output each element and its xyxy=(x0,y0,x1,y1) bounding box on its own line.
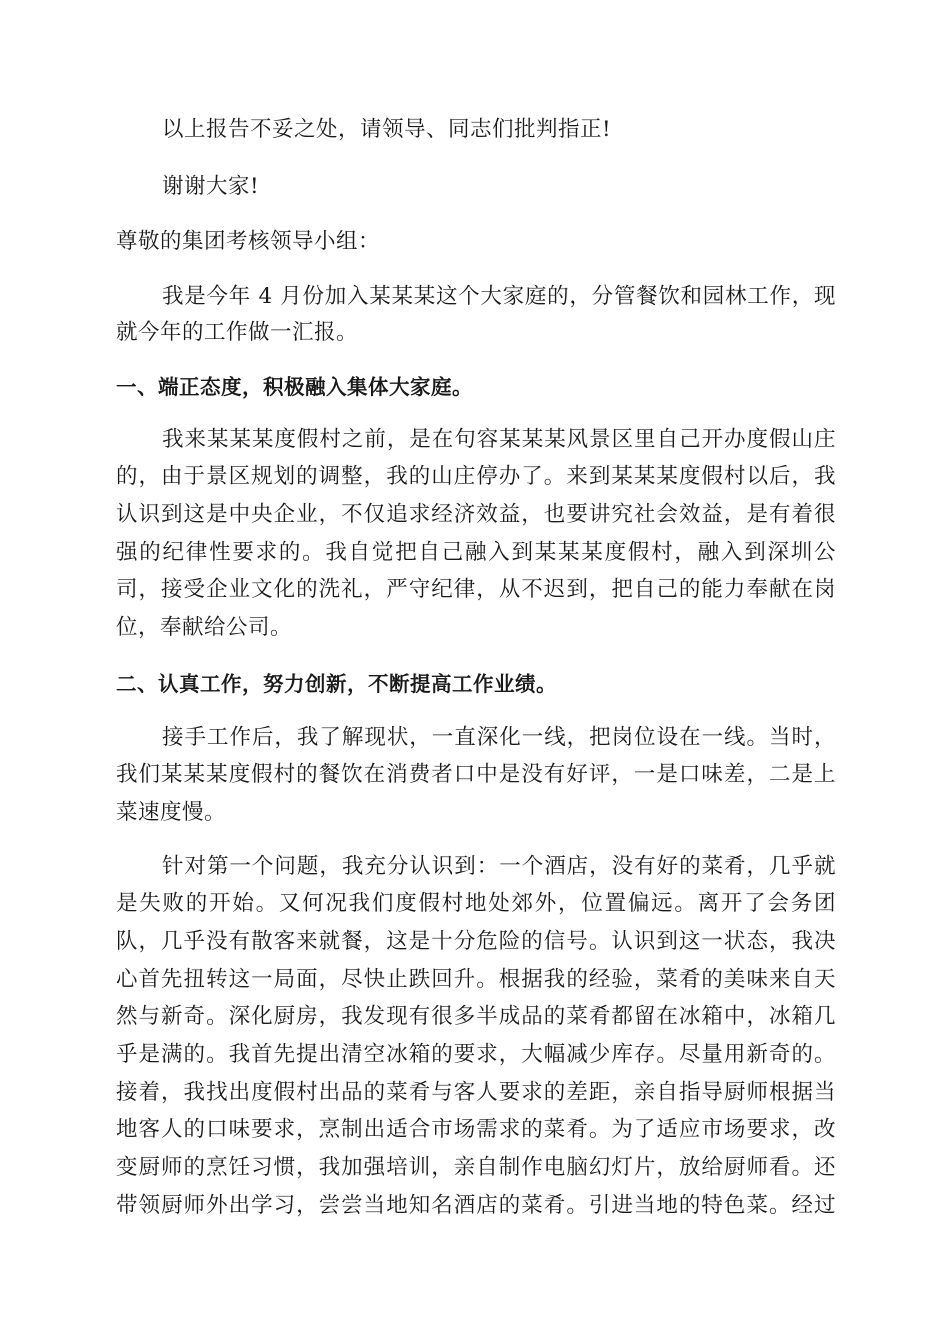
section2-p2-line-7: 接着，我找出度假村出品的菜肴与客人要求的差距，亲自指导厨师根据当 xyxy=(116,1080,836,1105)
section1-line-2: 的，由于景区规划的调整，我的山庄停办了。来到某某某度假村以后，我 xyxy=(116,464,836,489)
section2-p2-line-10: 带领厨师外出学习，尝尝当地知名酒店的菜肴。引进当地的特色菜。经过 xyxy=(116,1193,836,1218)
intro-line-2: 就今年的工作做一汇报。 xyxy=(116,320,359,345)
section2-p2-line-1: 针对第一个问题，我充分认识到：一个酒店，没有好的菜肴，几乎就 xyxy=(162,854,836,879)
section2-p1-line-1: 接手工作后，我了解现状，一直深化一线，把岗位设在一线。当时， xyxy=(162,725,836,750)
section2-p2-line-8: 地客人的口味要求，烹制出适合市场需求的菜肴。为了适应市场要求，改 xyxy=(116,1117,836,1142)
section2-p2-line-4: 心首先扭转这一局面，尽快止跌回升。根据我的经验，菜肴的美味来自天 xyxy=(116,967,836,992)
closing-line-1: 以上报告不妥之处，请领导、同志们批判指正! xyxy=(162,117,612,142)
section1-line-4: 强的纪律性要求的。我自觉把自己融入到某某某度假村，融入到深圳公 xyxy=(116,540,836,565)
section2-p2-line-5: 然与新奇。深化厨房，我发现有很多半成品的菜肴都留在冰箱中，冰箱几 xyxy=(116,1004,836,1029)
section1-line-6: 位，奉献给公司。 xyxy=(116,615,293,640)
intro-line-1: 我是今年 4 月份加入某某某这个大家庭的，分管餐饮和园林工作，现 xyxy=(162,284,836,309)
section1-heading: 一、端正态度，积极融入集体大家庭。 xyxy=(116,375,473,399)
closing-line-2: 谢谢大家! xyxy=(162,174,260,199)
section1-line-5: 司，接受企业文化的洗礼，严守纪律，从不迟到，把自己的能力奉献在岗 xyxy=(116,577,836,602)
section1-line-1: 我来某某某度假村之前，是在句容某某某风景区里自己开办度假山庄 xyxy=(162,427,836,452)
section1-line-3: 认识到这是中央企业，不仅追求经济效益，也要讲究社会效益，是有着很 xyxy=(116,502,836,527)
section2-p2-line-9: 变厨师的烹饪习惯，我加强培训，亲自制作电脑幻灯片，放给厨师看。还 xyxy=(116,1155,836,1180)
section2-heading: 二、认真工作，努力创新，不断提高工作业绩。 xyxy=(116,672,557,696)
section2-p2-line-2: 是失败的开始。又何况我们度假村地处郊外，位置偏远。离开了会务团 xyxy=(116,891,836,916)
section2-p2-line-6: 乎是满的。我首先提出清空冰箱的要求，大幅减少库存。尽量用新奇的。 xyxy=(116,1042,836,1067)
section2-p1-line-2: 我们某某某度假村的餐饮在消费者口中是没有好评，一是口味差，二是上 xyxy=(116,762,836,787)
section2-p1-line-3: 菜速度慢。 xyxy=(116,800,227,825)
section2-p2-line-3: 队，几乎没有散客来就餐，这是十分危险的信号。认识到这一状态，我决 xyxy=(116,929,836,954)
salutation: 尊敬的集团考核领导小组： xyxy=(116,229,381,254)
